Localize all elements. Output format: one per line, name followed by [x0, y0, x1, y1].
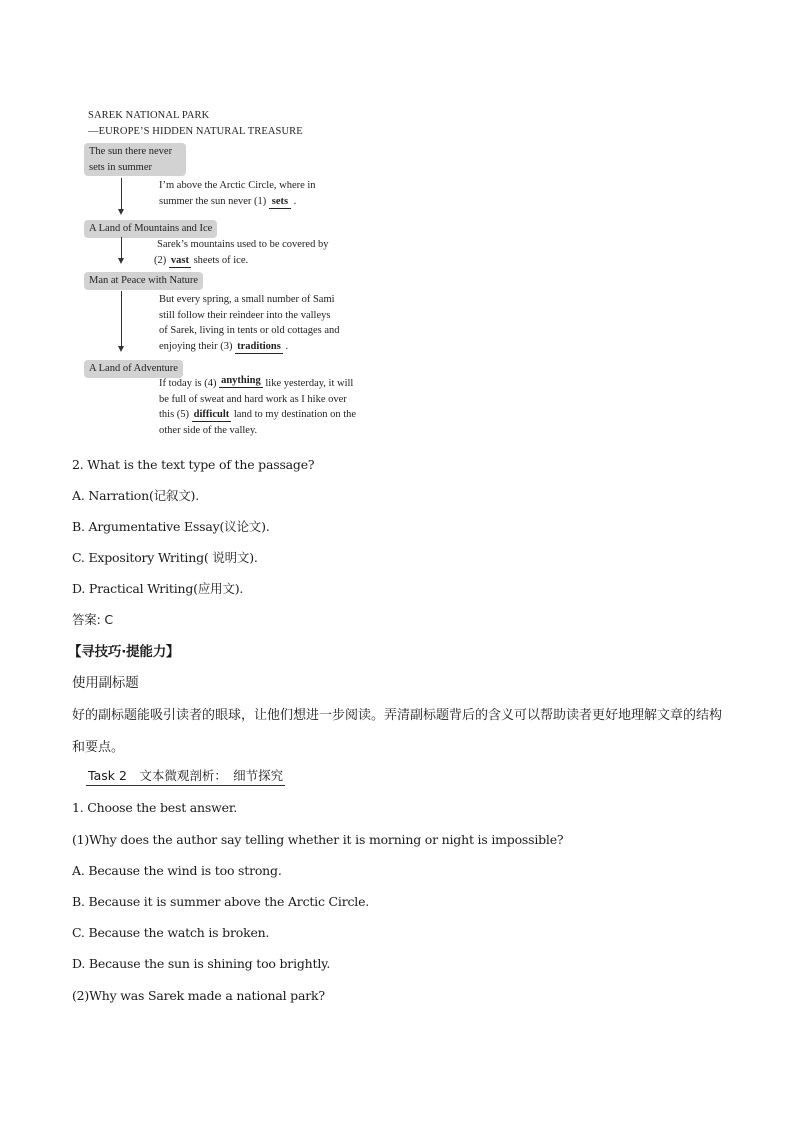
arrow-down-icon — [118, 258, 124, 264]
question-2: 2. What is the text type of the passage? — [72, 457, 315, 472]
section-box-4: A Land of Adventure — [84, 360, 183, 378]
section-2-text — [154, 237, 329, 268]
connector-line — [121, 178, 122, 210]
q1-option-d: D. Because the sun is shining too brightly. — [72, 956, 331, 971]
text-line — [159, 194, 316, 210]
answer-blank-2: vast — [170, 254, 189, 266]
option-a: A. Narration(记叙文). — [72, 488, 199, 503]
option-d: D. Practical Writing(应用文). — [72, 581, 244, 596]
question-2-detail: (2)Why was Sarek made a national park? — [72, 988, 325, 1003]
section-3-text — [159, 292, 340, 354]
tips-paragraph: 好的副标题能吸引读者的眼球，让他们想进一步阅读。弄清副标题背后的含义可以帮助读者更好地理解文章的结构和要点。 — [72, 708, 723, 755]
section-4-text — [159, 376, 356, 438]
section-box-1-line: sets in summer — [89, 161, 152, 173]
section-1-text — [159, 178, 316, 209]
tips-subheading: 使用副标题 — [72, 675, 139, 691]
answer-label: 答案: C — [72, 612, 113, 627]
text-fragment: enjoying their (3) — [159, 340, 233, 352]
diagram-subtitle: —EUROPE’S HIDDEN NATURAL TREASURE — [88, 126, 303, 137]
answer-blank-4: anything — [221, 375, 261, 386]
text-line: other side of the valley. — [159, 424, 258, 436]
section-box-3: Man at Peace with Nature — [84, 272, 203, 290]
tips-heading: 【寻技巧·提能力】 — [68, 644, 180, 660]
sarek-diagram — [0, 0, 794, 450]
task-2-title: Task 2 文本微观剖析： 细节探究 — [86, 767, 285, 786]
text-line: Sarek’s mountains used to be covered by — [157, 239, 329, 250]
section-box-1-line: The sun there never — [89, 146, 173, 157]
text-fragment: like yesterday, it will — [265, 378, 354, 389]
section-box-2: A Land of Mountains and Ice — [84, 220, 217, 238]
text-fragment: summer the sun never (1) — [159, 195, 267, 207]
section-box-1 — [84, 143, 186, 176]
task-2-instruction: 1. Choose the best answer. — [72, 800, 237, 815]
text-fragment: (2) — [154, 254, 167, 266]
option-c: C. Expository Writing( 说明文). — [72, 550, 258, 565]
text-line: But every spring, a small number of Sami — [159, 294, 335, 305]
text-line — [159, 339, 340, 355]
arrow-down-icon — [118, 209, 124, 215]
text-fragment: . — [293, 195, 297, 207]
text-fragment: sheets of ice. — [193, 254, 249, 266]
option-b: B. Argumentative Essay(议论文). — [72, 519, 270, 534]
text-line — [159, 407, 356, 423]
connector-line — [121, 291, 122, 347]
answer-blank-1: sets — [269, 196, 291, 209]
question-1: (1)Why does the author say telling whether it is morning or night is impossible? — [72, 832, 564, 847]
q1-option-b: B. Because it is summer above the Arctic Circle. — [72, 894, 370, 909]
text-fragment: land to my destination on the — [233, 409, 357, 421]
text-fragment: . — [285, 340, 289, 352]
text-fragment: If today is (4) — [159, 378, 217, 389]
arrow-down-icon — [118, 346, 124, 352]
answer-blank-3: traditions — [237, 340, 281, 352]
diagram-title: SAREK NATIONAL PARK — [88, 110, 210, 121]
text-line: still follow their reindeer into the valleys — [159, 309, 331, 321]
q1-option-c: C. Because the watch is broken. — [72, 925, 270, 940]
text-fragment: this (5) — [159, 409, 190, 421]
connector-line — [121, 237, 122, 259]
answer-blank-5: difficult — [193, 409, 230, 421]
text-line — [159, 376, 356, 392]
text-line: I’m above the Arctic Circle, where in — [159, 180, 316, 191]
q1-option-a: A. Because the wind is too strong. — [72, 863, 282, 878]
text-line: of Sarek, living in tents or old cottages and — [159, 325, 340, 337]
text-line — [154, 253, 328, 269]
text-line: be full of sweat and hard work as I hike over — [159, 393, 347, 405]
